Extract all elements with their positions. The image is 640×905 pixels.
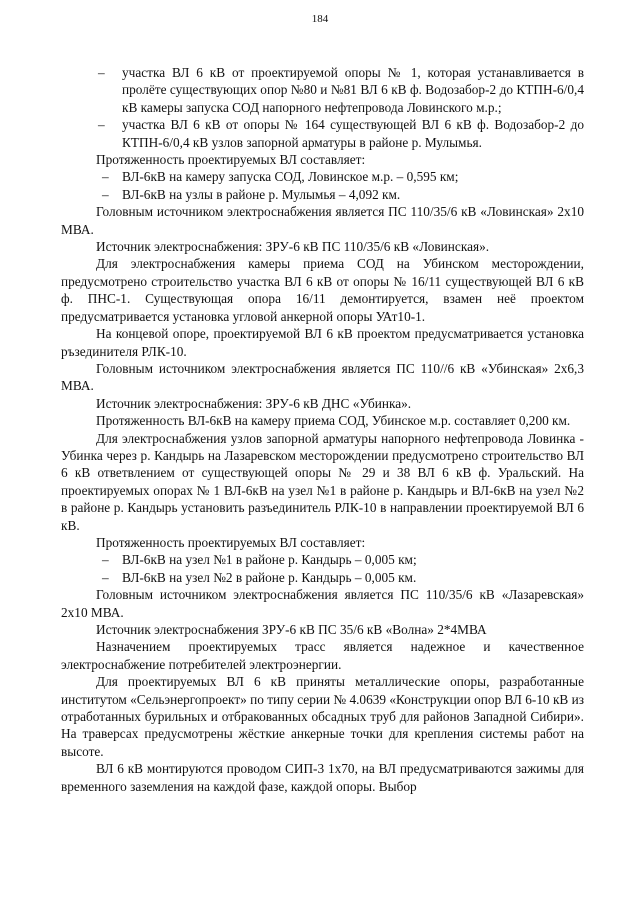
paragraph: Протяженность проектируемых ВЛ составляет: xyxy=(96,534,366,550)
paragraph: Для проектируемых ВЛ 6 кВ приняты металлические опоры, разработанные институтом «Сельэнергопроект» по типу серии № 4.0639 «Конструкции опор ВЛ 6-10 кВ из отработанных бурильных и отбракованных обсадных труб для районов Западной Сибири». На траверсах предусмотрены жёсткие анкерные точки для крепления системы работ на высоте. xyxy=(61,674,584,759)
list-item-text: участка ВЛ 6 кВ от опоры № 164 существующей ВЛ 6 кВ ф. Водозабор-2 до КТПН-6/0,4 кВ узлов запорной арматуры в районе р. Мулымья. xyxy=(122,117,584,150)
paragraph: Протяженность проектируемых ВЛ составляет: xyxy=(96,152,366,168)
paragraph: Источник электроснабжения ЗРУ-6 кВ ПС 35/6 кВ «Волна» 2*4МВА xyxy=(96,622,487,637)
list-dash: – xyxy=(98,117,105,133)
paragraph: На концевой опоре, проектируемой ВЛ 6 кВ проектом предусматривается установка ръзединителя РЛК-10. xyxy=(61,326,584,359)
list-dash: – xyxy=(98,65,105,80)
document-body xyxy=(61,64,584,795)
list-dash: – xyxy=(102,186,109,202)
list-item xyxy=(61,186,584,203)
paragraph: Источник электроснабжения: ЗРУ-6 кВ ДНС «Убинка». xyxy=(96,395,412,411)
list-dash: – xyxy=(102,552,109,568)
list-dash: – xyxy=(102,169,109,185)
list-item xyxy=(61,64,584,116)
list-item-text: ВЛ-6кВ на камеру запуска СОД, Ловинское м.р. – 0,595 км; xyxy=(122,169,459,185)
paragraph: Для электроснабжения камеры приема СОД на Убинском месторождении, предусмотрено строительство участка ВЛ 6 кВ от опоры № 16/11 существующей ВЛ 6 кВ ф. ПНС-1. Существующая опора 16/11 демонтируется, взамен неё проектом предусматривается установка угловой анкерной опоры УАт10-1. xyxy=(61,256,584,324)
list-item-text: ВЛ-6кВ на узел №2 в районе р. Кандырь – 0,005 км. xyxy=(122,569,417,585)
paragraph: Протяженность ВЛ-6кВ на камеру приема СОД, Убинское м.р. составляет 0,200 км. xyxy=(96,413,571,429)
list-item xyxy=(61,168,584,185)
list-item-text: ВЛ-6кВ на узел №1 в районе р. Кандырь – 0,005 км; xyxy=(122,552,417,568)
paragraph: Головным источником электроснабжения является ПС 110/35/6 кВ «Ловинская» 2х10 МВА. xyxy=(61,204,584,237)
list-item xyxy=(61,116,584,151)
list-item-text: ВЛ-6кВ на узлы в районе р. Мулымья – 4,092 км. xyxy=(122,186,401,202)
paragraph: Источник электроснабжения: ЗРУ-6 кВ ПС 110/35/6 кВ «Ловинская». xyxy=(96,239,490,255)
page-number: 184 xyxy=(311,13,329,25)
paragraph: Для электроснабжения узлов запорной арматуры напорного нефтепровода Ловинка - Убинка через р. Кандырь на Лазаревском месторождении предусмотрено строительство ВЛ 6 кВ ответвлением от существующей опоры № 29 и 38 ВЛ 6 кВ ф. Уральский. На проектируемых опорах № 1 ВЛ-6кВ на узел №1 в районе р. Кандырь и ВЛ-6кВ на узел №2 в районе р. Кандырь установить разъединитель РЛК-10 в направлении проектируемой ВЛ 6 кВ. xyxy=(61,430,584,533)
paragraph: Назначением проектируемых трасс является надежное и качественное электроснабжение потребителей электроэнергии. xyxy=(61,639,584,672)
list-item xyxy=(61,569,584,586)
paragraph: Головным источником электроснабжения является ПС 110//6 кВ «Убинская» 2х6,3 МВА. xyxy=(61,360,584,394)
list-item-text: участка ВЛ 6 кВ от проектируемой опоры № 1, которая устанавливается в пролёте существующих опор №80 и №81 ВЛ 6 кВ ф. Водозабор-2 до КТПН-6/0,4 кВ камеры запуска СОД напорного нефтепровода Ловинского м.р.; xyxy=(122,65,584,115)
paragraph: ВЛ 6 кВ монтируются проводом СИП-3 1х70, на ВЛ предусматриваются зажимы для временного заземления на каждой фазе, каждой опоры. Выбор xyxy=(61,761,584,794)
list-dash: – xyxy=(102,569,109,585)
paragraph: Головным источником электроснабжения является ПС 110/35/6 кВ «Лазаревская» 2х10 МВА. xyxy=(61,587,584,620)
list-item xyxy=(61,551,584,568)
